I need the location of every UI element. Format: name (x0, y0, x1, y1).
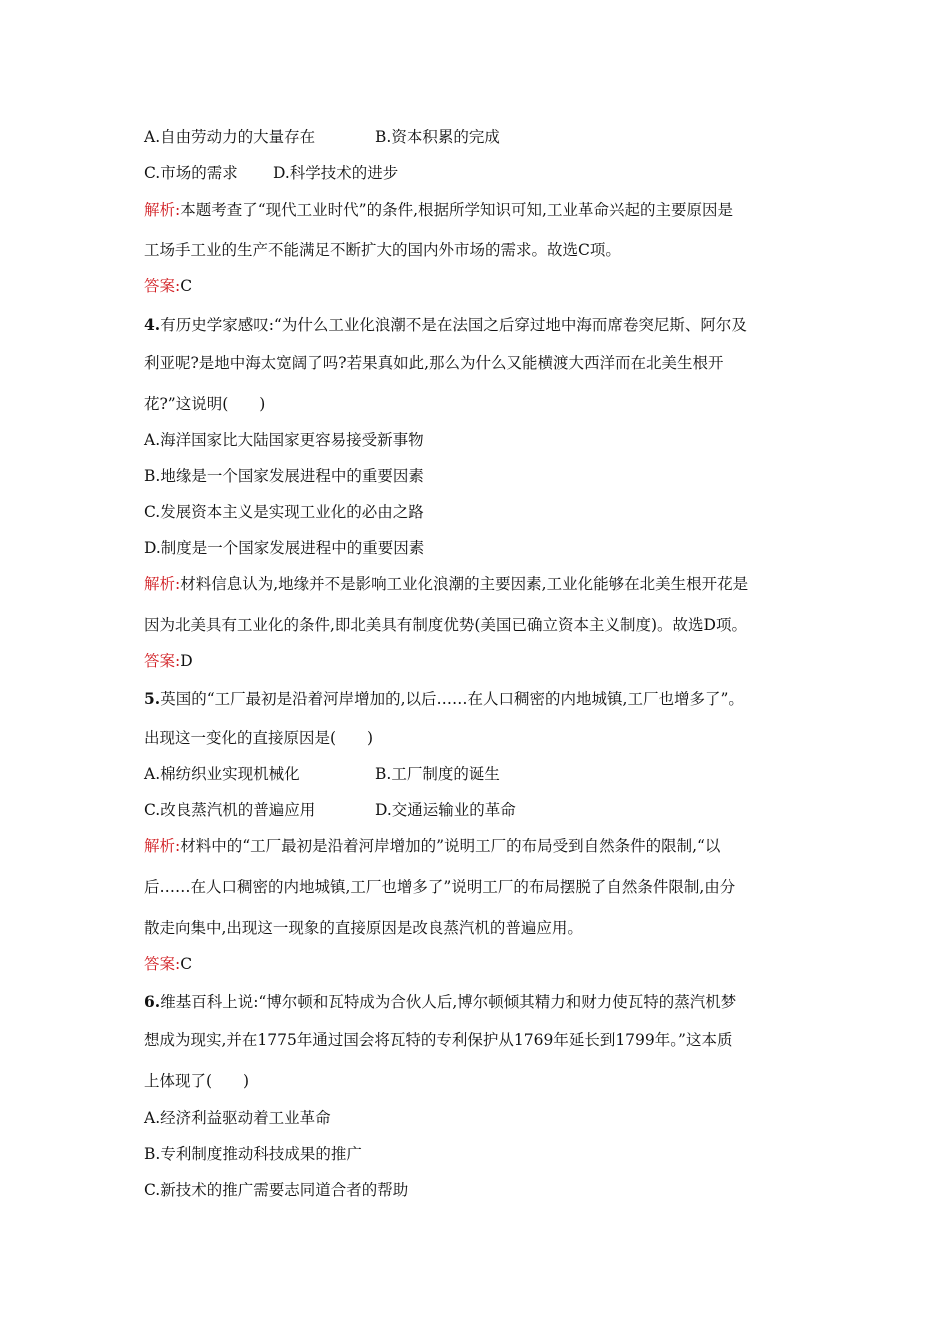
q4-analysis-line-2: 因为北美具有工业化的条件,即北美具有制度优势(美国已确立资本主义制度)。故选D项。 (144, 616, 747, 634)
analysis-label: 解析: (144, 201, 181, 219)
q4-option-a: A.海洋国家比大陆国家更容易接受新事物 (144, 431, 424, 449)
q3-analysis-line-2: 工场手工业的生产不能满足不断扩大的国内外市场的需求。故选C项。 (144, 241, 621, 259)
q5-option-c: C.改良蒸汽机的普遍应用 (144, 801, 316, 819)
q6-option-c: C.新技术的推广需要志同道合者的帮助 (144, 1181, 409, 1199)
q4-stem-line-1: 4.有历史学家感叹:“为什么工业化浪潮不是在法国之后穿过地中海而席卷突尼斯、阿尔及 (144, 315, 747, 334)
q3-option-c: C.市场的需求 (144, 164, 238, 182)
question-number: 5. (144, 689, 161, 708)
q6-stem-line-2: 想成为现实,并在1775年通过国会将瓦特的专利保护从1769年延长到1799年。”这本质 (144, 1031, 733, 1049)
q4-analysis-line-1: 解析:材料信息认为,地缘并不是影响工业化浪潮的主要因素,工业化能够在北美生根开花是 (144, 575, 749, 593)
q5-option-b: B.工厂制度的诞生 (375, 765, 500, 783)
q5-answer: 答案:C (144, 955, 193, 973)
q4-option-c: C.发展资本主义是实现工业化的必由之路 (144, 503, 424, 521)
analysis-label: 解析: (144, 837, 181, 855)
q5-stem-line-1: 5.英国的“工厂最初是沿着河岸增加的,以后……在人口稠密的内地城镇,工厂也增多了”。 (144, 689, 744, 708)
answer-label: 答案: (144, 652, 181, 670)
question-number: 6. (144, 992, 161, 1011)
q5-option-a: A.棉纺织业实现机械化 (144, 765, 300, 783)
q3-option-b: B.资本积累的完成 (375, 128, 500, 146)
q3-analysis-line-1: 解析:本题考查了“现代工业时代”的条件,根据所学知识可知,工业革命兴起的主要原因是 (144, 201, 733, 219)
answer-label: 答案: (144, 955, 181, 973)
q3-option-d: D.科学技术的进步 (273, 164, 399, 182)
q4-option-d: D.制度是一个国家发展进程中的重要因素 (144, 539, 425, 557)
q4-stem-line-3: 花?”这说明( ) (144, 395, 266, 413)
q5-analysis-line-2: 后……在人口稠密的内地城镇,工厂也增多了”说明工厂的布局摆脱了自然条件限制,由分 (144, 878, 736, 896)
q5-option-d: D.交通运输业的革命 (375, 801, 516, 819)
q6-stem-line-3: 上体现了( ) (144, 1072, 250, 1090)
answer-label: 答案: (144, 277, 181, 295)
q6-option-b: B.专利制度推动科技成果的推广 (144, 1145, 362, 1163)
q5-analysis-line-1: 解析:材料中的“工厂最初是沿着河岸增加的”说明工厂的布局受到自然条件的限制,“以 (144, 837, 721, 855)
q4-stem-line-2: 利亚呢?是地中海太宽阔了吗?若果真如此,那么为什么又能横渡大西洋而在北美生根开 (144, 354, 724, 372)
q5-stem-line-2: 出现这一变化的直接原因是( ) (144, 729, 374, 747)
question-number: 4. (144, 315, 161, 334)
q6-option-a: A.经济利益驱动着工业革命 (144, 1109, 331, 1127)
q3-answer: 答案:C (144, 277, 193, 295)
q4-option-b: B.地缘是一个国家发展进程中的重要因素 (144, 467, 424, 485)
q3-option-a: A.自由劳动力的大量存在 (144, 128, 316, 146)
q6-stem-line-1: 6.维基百科上说:“博尔顿和瓦特成为合伙人后,博尔顿倾其精力和财力使瓦特的蒸汽机梦 (144, 992, 737, 1011)
q4-answer: 答案:D (144, 652, 193, 670)
analysis-label: 解析: (144, 575, 181, 593)
q5-analysis-line-3: 散走向集中,出现这一现象的直接原因是改良蒸汽机的普遍应用。 (144, 919, 583, 937)
